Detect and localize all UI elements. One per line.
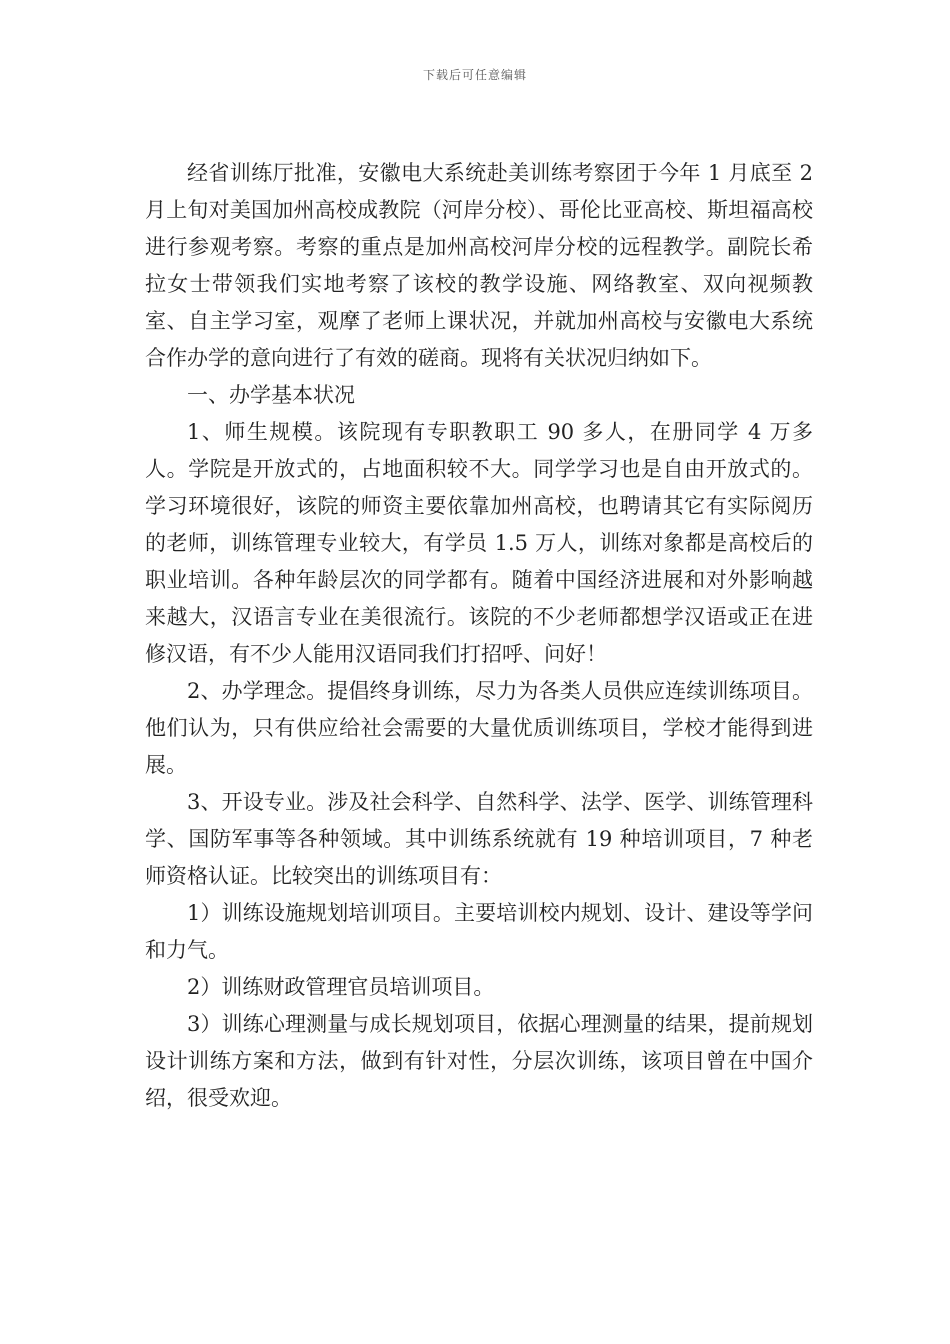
paragraph-teacher-student-scale: 1、师生规模。该院现有专职教职工 90 多人，在册同学 4 万多人。学院是开放式的，占地面积较不大。同学学习也是自由开放式的。学习环境很好，该院的师资主要依靠加州高校，也聘请其它有实际阅历的老师，训练管理专业较大，有学员 1.5 万人，训练对象都是高校后的职业培训。各种年龄层次的同学都有。随着中国经济进展和对外影响越来越大，汉语言专业在美很流行。该院的不少老师都想学汉语或正在进修汉语，有不少人能用汉语同我们打招呼、问好！ <box>145 420 813 666</box>
document-body <box>145 155 813 1117</box>
list-item-psychological-measurement: 3）训练心理测量与成长规划项目，依据心理测量的结果，提前规划设计训练方案和方法，做到有针对性，分层次训练，该项目曾在中国介绍，很受欢迎。 <box>145 1012 813 1110</box>
paragraph-majors-offered: 3、开设专业。涉及社会科学、自然科学、法学、医学、训练管理科学、国防军事等各种领域。其中训练系统就有 19 种培训项目，7 种老师资格认证。比较突出的训练项目有： <box>145 790 813 888</box>
section-heading-basic-status: 一、办学基本状况 <box>187 383 355 407</box>
paragraph-school-philosophy: 2、办学理念。提倡终身训练，尽力为各类人员供应连续训练项目。他们认为，只有供应给社会需要的大量优质训练项目，学校才能得到进展。 <box>145 679 813 777</box>
list-item-finance-management: 2）训练财政管理官员培训项目。 <box>187 975 495 999</box>
list-item-facility-planning: 1）训练设施规划培训项目。主要培训校内规划、设计、建设等学问和力气。 <box>145 901 813 962</box>
paragraph-intro: 经省训练厅批准，安徽电大系统赴美训练考察团于今年 1 月底至 2 月上旬对美国加州高校成教院（河岸分校）、哥伦比亚高校、斯坦福高校进行参观考察。考察的重点是加州高校河岸分校的远程教学。副院长希拉女士带领我们实地考察了该校的教学设施、网络教室、双向视频教室、自主学习室，观摩了老师上课状况，并就加州高校与安徽电大系统合作办学的意向进行了有效的磋商。现将有关状况归纳如下。 <box>145 161 813 370</box>
page-header-note: 下载后可任意编辑 <box>422 68 527 82</box>
